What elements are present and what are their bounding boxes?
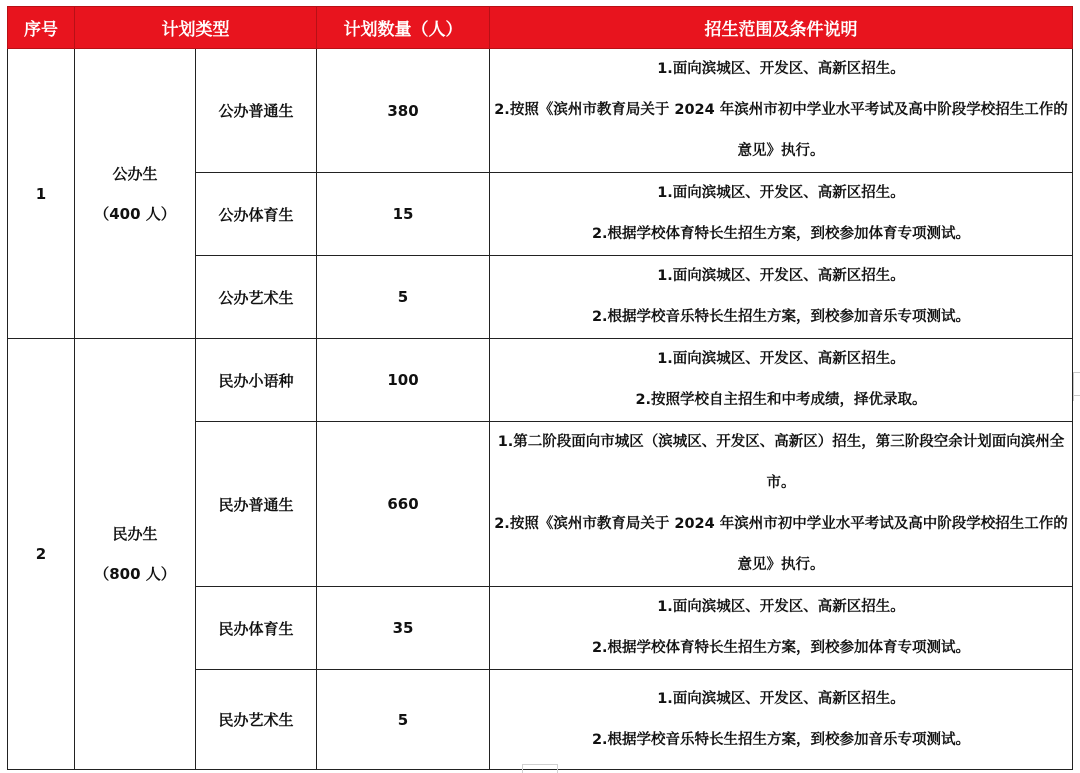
plan-type: 公办普通生 (196, 49, 317, 173)
group-total: （800 人） (94, 565, 176, 583)
description-line: 1.第二阶段面向市城区（滨城区、开发区、高新区）招生，第三阶段空余计划面向滨州全市。 (497, 434, 1065, 491)
description-line: 2.根据学校体育特长生招生方案，到校参加体育专项测试。 (591, 226, 971, 242)
plan-count: 660 (317, 422, 490, 587)
plan-description (490, 256, 1073, 339)
group-category: 公办生 (112, 164, 158, 183)
description-line: 2.根据学校体育特长生招生方案，到校参加体育专项测试。 (591, 640, 971, 656)
header-scope-description: 招生范围及条件说明 (490, 7, 1073, 49)
plan-count: 5 (317, 670, 490, 770)
group-number: 1 (8, 49, 75, 339)
header-plan-count: 计划数量（人） (317, 7, 490, 49)
header-plan-type: 计划类型 (75, 7, 317, 49)
group-number: 2 (8, 339, 75, 770)
table-row (8, 339, 1073, 422)
plan-count: 100 (317, 339, 490, 422)
description-line: 2.按照《滨州市教育局关于 2024 年滨州市初中学业水平考试及高中阶段学校招生工作的意见》执行。 (494, 102, 1068, 159)
plan-type: 公办艺术生 (196, 256, 317, 339)
plan-type: 民办普通生 (196, 422, 317, 587)
description-line: 1.面向滨城区、开发区、高新区招生。 (657, 690, 905, 707)
plan-type: 公办体育生 (196, 173, 317, 256)
description-line: 1.面向滨城区、开发区、高新区招生。 (657, 185, 905, 201)
header-no: 序号 (8, 7, 75, 49)
description-line: 2.根据学校音乐特长生招生方案，到校参加音乐专项测试。 (591, 309, 971, 325)
plan-type: 民办体育生 (196, 587, 317, 670)
plan-type: 民办艺术生 (196, 670, 317, 770)
plan-description (490, 339, 1073, 422)
description-line: 1.面向滨城区、开发区、高新区招生。 (657, 599, 905, 615)
description-line: 1.面向滨城区、开发区、高新区招生。 (657, 351, 905, 367)
plan-description (490, 173, 1073, 256)
description-line: 1.面向滨城区、开发区、高新区招生。 (657, 61, 905, 77)
plan-description (490, 49, 1073, 173)
plan-count: 380 (317, 49, 490, 173)
group-category-cell (75, 339, 196, 770)
group-category: 民办生 (112, 525, 158, 543)
group-category-cell (75, 49, 196, 339)
table-row (8, 49, 1073, 173)
plan-count: 15 (317, 173, 490, 256)
plan-description (490, 422, 1073, 587)
description-line: 2.按照《滨州市教育局关于 2024 年滨州市初中学业水平考试及高中阶段学校招生工作的意见》执行。 (494, 516, 1068, 573)
plan-description (490, 587, 1073, 670)
group-total: （400 人） (94, 204, 176, 223)
header-row (8, 7, 1073, 49)
description-line: 1.面向滨城区、开发区、高新区招生。 (657, 268, 905, 284)
plan-count: 5 (317, 256, 490, 339)
description-line: 2.根据学校音乐特长生招生方案，到校参加音乐专项测试。 (591, 731, 971, 748)
enrollment-plan-table (7, 6, 1073, 770)
plan-description (490, 670, 1073, 770)
plan-type: 民办小语种 (196, 339, 317, 422)
page-margin-mark (1073, 395, 1080, 400)
plan-count: 35 (317, 587, 490, 670)
description-line: 2.按照学校自主招生和中考成绩，择优录取。 (635, 392, 927, 408)
